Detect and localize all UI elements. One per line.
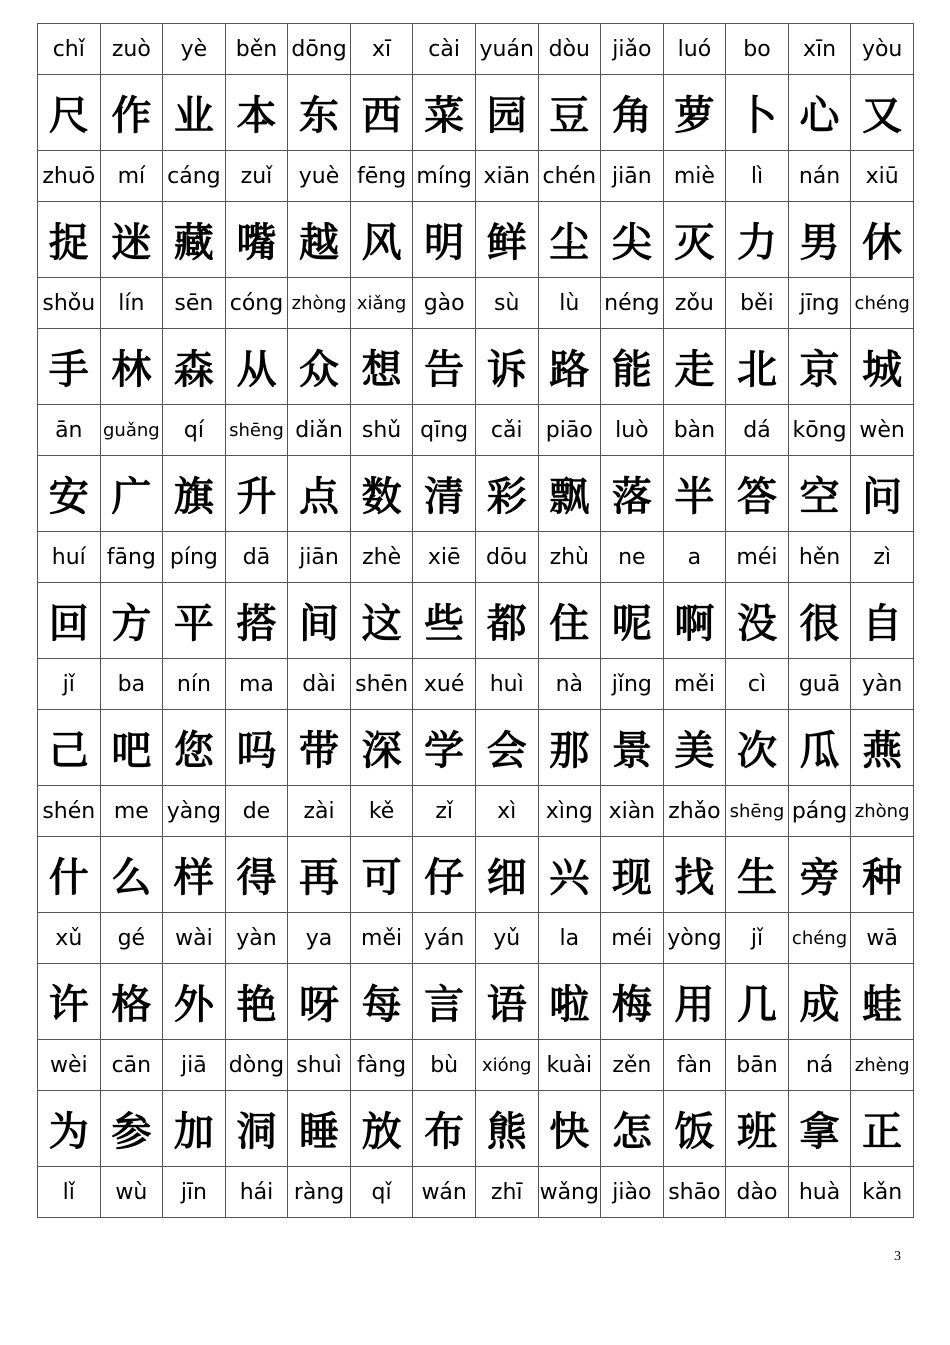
pinyin-row bbox=[38, 786, 914, 837]
pinyin-cell: zǐ bbox=[413, 786, 476, 837]
character-cell: 睡 bbox=[288, 1091, 351, 1167]
pinyin-cell: měi bbox=[663, 659, 726, 710]
character-cell: 搭 bbox=[225, 583, 288, 659]
pinyin-cell: de bbox=[225, 786, 288, 837]
character-cell: 加 bbox=[163, 1091, 226, 1167]
character-cell: 每 bbox=[350, 964, 413, 1040]
pinyin-cell: wèn bbox=[851, 405, 914, 456]
pinyin-cell: bù bbox=[413, 1040, 476, 1091]
pinyin-cell: xiǎng bbox=[350, 278, 413, 329]
pinyin-cell: dào bbox=[726, 1167, 789, 1218]
pinyin-cell: xiē bbox=[413, 532, 476, 583]
pinyin-cell: yè bbox=[163, 24, 226, 75]
pinyin-cell: zì bbox=[851, 532, 914, 583]
pinyin-cell: lù bbox=[538, 278, 601, 329]
character-cell: 找 bbox=[663, 837, 726, 913]
pinyin-cell: zhòng bbox=[288, 278, 351, 329]
pinyin-cell: shuì bbox=[288, 1040, 351, 1091]
character-row bbox=[38, 837, 914, 913]
pinyin-cell: mí bbox=[100, 151, 163, 202]
character-cell: 放 bbox=[350, 1091, 413, 1167]
character-cell: 学 bbox=[413, 710, 476, 786]
pinyin-cell: shén bbox=[38, 786, 101, 837]
pinyin-cell: dōu bbox=[475, 532, 538, 583]
character-cell: 风 bbox=[350, 202, 413, 278]
character-cell: 呀 bbox=[288, 964, 351, 1040]
character-row bbox=[38, 329, 914, 405]
pinyin-cell: zhè bbox=[350, 532, 413, 583]
character-cell: 带 bbox=[288, 710, 351, 786]
character-cell: 休 bbox=[851, 202, 914, 278]
character-cell: 些 bbox=[413, 583, 476, 659]
pinyin-row bbox=[38, 405, 914, 456]
pinyin-cell: xī bbox=[350, 24, 413, 75]
character-cell: 都 bbox=[475, 583, 538, 659]
character-cell: 答 bbox=[726, 456, 789, 532]
character-cell: 迷 bbox=[100, 202, 163, 278]
character-cell: 现 bbox=[601, 837, 664, 913]
character-row bbox=[38, 964, 914, 1040]
pinyin-cell: wā bbox=[851, 913, 914, 964]
pinyin-cell: gào bbox=[413, 278, 476, 329]
pinyin-cell: ne bbox=[601, 532, 664, 583]
character-row bbox=[38, 456, 914, 532]
character-cell: 班 bbox=[726, 1091, 789, 1167]
pinyin-cell: ràng bbox=[288, 1167, 351, 1218]
pinyin-cell: lín bbox=[100, 278, 163, 329]
pinyin-cell: fēng bbox=[350, 151, 413, 202]
character-row bbox=[38, 75, 914, 151]
pinyin-cell: yǔ bbox=[475, 913, 538, 964]
pinyin-cell: kōng bbox=[788, 405, 851, 456]
pinyin-cell: jǐ bbox=[38, 659, 101, 710]
character-cell: 样 bbox=[163, 837, 226, 913]
character-cell: 正 bbox=[851, 1091, 914, 1167]
pinyin-cell: fàn bbox=[663, 1040, 726, 1091]
character-cell: 种 bbox=[851, 837, 914, 913]
character-cell: 这 bbox=[350, 583, 413, 659]
character-cell: 景 bbox=[601, 710, 664, 786]
pinyin-cell: dài bbox=[288, 659, 351, 710]
character-cell: 彩 bbox=[475, 456, 538, 532]
character-row bbox=[38, 583, 914, 659]
pinyin-cell: fāng bbox=[100, 532, 163, 583]
pinyin-row bbox=[38, 913, 914, 964]
pinyin-cell: ān bbox=[38, 405, 101, 456]
pinyin-cell: cǎi bbox=[475, 405, 538, 456]
pinyin-cell: diǎn bbox=[288, 405, 351, 456]
pinyin-cell: néng bbox=[601, 278, 664, 329]
character-cell: 旁 bbox=[788, 837, 851, 913]
pinyin-cell: zhèng bbox=[851, 1040, 914, 1091]
pinyin-cell: xīn bbox=[788, 24, 851, 75]
character-cell: 卜 bbox=[726, 75, 789, 151]
pinyin-cell: ba bbox=[100, 659, 163, 710]
pinyin-cell: sēn bbox=[163, 278, 226, 329]
character-cell: 生 bbox=[726, 837, 789, 913]
character-cell: 众 bbox=[288, 329, 351, 405]
pinyin-cell: shēng bbox=[726, 786, 789, 837]
character-row bbox=[38, 202, 914, 278]
character-cell: 很 bbox=[788, 583, 851, 659]
pinyin-cell: xióng bbox=[475, 1040, 538, 1091]
character-cell: 诉 bbox=[475, 329, 538, 405]
pinyin-row bbox=[38, 1167, 914, 1218]
character-cell: 心 bbox=[788, 75, 851, 151]
pinyin-cell: wài bbox=[163, 913, 226, 964]
character-cell: 城 bbox=[851, 329, 914, 405]
character-cell: 菜 bbox=[413, 75, 476, 151]
pinyin-cell: nán bbox=[788, 151, 851, 202]
pinyin-cell: lǐ bbox=[38, 1167, 101, 1218]
character-cell: 吧 bbox=[100, 710, 163, 786]
character-cell: 啊 bbox=[663, 583, 726, 659]
character-cell: 洞 bbox=[225, 1091, 288, 1167]
character-cell: 艳 bbox=[225, 964, 288, 1040]
character-cell: 京 bbox=[788, 329, 851, 405]
pinyin-cell: nà bbox=[538, 659, 601, 710]
character-cell: 燕 bbox=[851, 710, 914, 786]
pinyin-cell: cì bbox=[726, 659, 789, 710]
character-cell: 豆 bbox=[538, 75, 601, 151]
character-cell: 业 bbox=[163, 75, 226, 151]
pinyin-cell: yàng bbox=[163, 786, 226, 837]
pinyin-cell: nín bbox=[163, 659, 226, 710]
pinyin-cell: zhī bbox=[475, 1167, 538, 1218]
pinyin-cell: dōng bbox=[288, 24, 351, 75]
character-cell: 广 bbox=[100, 456, 163, 532]
pinyin-cell: jiǎo bbox=[601, 24, 664, 75]
pinyin-cell: ya bbox=[288, 913, 351, 964]
character-cell: 兴 bbox=[538, 837, 601, 913]
character-cell: 清 bbox=[413, 456, 476, 532]
pinyin-cell: wán bbox=[413, 1167, 476, 1218]
pinyin-cell: sù bbox=[475, 278, 538, 329]
pinyin-cell: yòng bbox=[663, 913, 726, 964]
pinyin-cell: dòng bbox=[225, 1040, 288, 1091]
character-cell: 您 bbox=[163, 710, 226, 786]
pinyin-cell: xì bbox=[475, 786, 538, 837]
character-cell: 角 bbox=[601, 75, 664, 151]
pinyin-cell: luó bbox=[663, 24, 726, 75]
pinyin-cell: shāo bbox=[663, 1167, 726, 1218]
pinyin-cell: fàng bbox=[350, 1040, 413, 1091]
pinyin-cell: bàn bbox=[663, 405, 726, 456]
character-cell: 嘴 bbox=[225, 202, 288, 278]
character-cell: 空 bbox=[788, 456, 851, 532]
character-cell: 路 bbox=[538, 329, 601, 405]
character-cell: 会 bbox=[475, 710, 538, 786]
pinyin-cell: zhòng bbox=[851, 786, 914, 837]
character-cell: 灭 bbox=[663, 202, 726, 278]
character-cell: 梅 bbox=[601, 964, 664, 1040]
pinyin-cell: zhuō bbox=[38, 151, 101, 202]
pinyin-row bbox=[38, 24, 914, 75]
pinyin-cell: méi bbox=[601, 913, 664, 964]
pinyin-cell: chén bbox=[538, 151, 601, 202]
character-cell: 男 bbox=[788, 202, 851, 278]
character-cell: 那 bbox=[538, 710, 601, 786]
pinyin-cell: wǎng bbox=[538, 1167, 601, 1218]
pinyin-cell: jiān bbox=[601, 151, 664, 202]
pinyin-cell: kǎn bbox=[851, 1167, 914, 1218]
character-cell: 可 bbox=[350, 837, 413, 913]
character-cell: 住 bbox=[538, 583, 601, 659]
character-cell: 快 bbox=[538, 1091, 601, 1167]
character-cell: 问 bbox=[851, 456, 914, 532]
pinyin-cell: dá bbox=[726, 405, 789, 456]
character-cell: 么 bbox=[100, 837, 163, 913]
pinyin-cell: yuán bbox=[475, 24, 538, 75]
character-cell: 又 bbox=[851, 75, 914, 151]
pinyin-cell: bo bbox=[726, 24, 789, 75]
pinyin-cell: běn bbox=[225, 24, 288, 75]
character-cell: 北 bbox=[726, 329, 789, 405]
pinyin-cell: hěn bbox=[788, 532, 851, 583]
pinyin-cell: piāo bbox=[538, 405, 601, 456]
pinyin-row bbox=[38, 278, 914, 329]
pinyin-cell: qí bbox=[163, 405, 226, 456]
character-cell: 越 bbox=[288, 202, 351, 278]
pinyin-cell: qīng bbox=[413, 405, 476, 456]
character-cell: 拿 bbox=[788, 1091, 851, 1167]
pinyin-cell: gé bbox=[100, 913, 163, 964]
character-cell: 藏 bbox=[163, 202, 226, 278]
character-cell: 本 bbox=[225, 75, 288, 151]
pinyin-cell: ma bbox=[225, 659, 288, 710]
pinyin-cell: la bbox=[538, 913, 601, 964]
character-cell: 走 bbox=[663, 329, 726, 405]
pinyin-cell: jǐ bbox=[726, 913, 789, 964]
character-row bbox=[38, 710, 914, 786]
pinyin-cell: chéng bbox=[851, 278, 914, 329]
pinyin-cell: zǒu bbox=[663, 278, 726, 329]
character-cell: 外 bbox=[163, 964, 226, 1040]
character-cell: 点 bbox=[288, 456, 351, 532]
character-cell: 升 bbox=[225, 456, 288, 532]
character-cell: 再 bbox=[288, 837, 351, 913]
character-cell: 次 bbox=[726, 710, 789, 786]
character-row bbox=[38, 1091, 914, 1167]
pinyin-cell: yòu bbox=[851, 24, 914, 75]
pinyin-cell: huì bbox=[475, 659, 538, 710]
character-cell: 鲜 bbox=[475, 202, 538, 278]
character-cell: 半 bbox=[663, 456, 726, 532]
character-cell: 从 bbox=[225, 329, 288, 405]
pinyin-cell: cáng bbox=[163, 151, 226, 202]
character-cell: 许 bbox=[38, 964, 101, 1040]
character-cell: 安 bbox=[38, 456, 101, 532]
pinyin-cell: xiān bbox=[475, 151, 538, 202]
pinyin-cell: guā bbox=[788, 659, 851, 710]
character-cell: 参 bbox=[100, 1091, 163, 1167]
character-cell: 手 bbox=[38, 329, 101, 405]
pinyin-cell: jīn bbox=[163, 1167, 226, 1218]
character-cell: 尖 bbox=[601, 202, 664, 278]
pinyin-cell: xiū bbox=[851, 151, 914, 202]
pinyin-cell: jiā bbox=[163, 1040, 226, 1091]
pinyin-cell: zhù bbox=[538, 532, 601, 583]
pinyin-cell: zài bbox=[288, 786, 351, 837]
pinyin-cell: dòu bbox=[538, 24, 601, 75]
character-cell: 成 bbox=[788, 964, 851, 1040]
pinyin-cell: míng bbox=[413, 151, 476, 202]
character-cell: 旗 bbox=[163, 456, 226, 532]
character-cell: 力 bbox=[726, 202, 789, 278]
pinyin-cell: zěn bbox=[601, 1040, 664, 1091]
pinyin-cell: xiàn bbox=[601, 786, 664, 837]
pinyin-row bbox=[38, 151, 914, 202]
character-cell: 尘 bbox=[538, 202, 601, 278]
character-cell: 语 bbox=[475, 964, 538, 1040]
pinyin-cell: wèi bbox=[38, 1040, 101, 1091]
character-cell: 美 bbox=[663, 710, 726, 786]
pinyin-cell: xǔ bbox=[38, 913, 101, 964]
pinyin-cell: miè bbox=[663, 151, 726, 202]
character-cell: 为 bbox=[38, 1091, 101, 1167]
character-cell: 回 bbox=[38, 583, 101, 659]
pinyin-character-table bbox=[37, 23, 914, 1218]
pinyin-cell: jiān bbox=[288, 532, 351, 583]
pinyin-cell: yàn bbox=[225, 913, 288, 964]
pinyin-cell: shēng bbox=[225, 405, 288, 456]
pinyin-cell: méi bbox=[726, 532, 789, 583]
pinyin-cell: yàn bbox=[851, 659, 914, 710]
pinyin-cell: jǐng bbox=[601, 659, 664, 710]
character-cell: 蛙 bbox=[851, 964, 914, 1040]
character-cell: 明 bbox=[413, 202, 476, 278]
character-cell: 细 bbox=[475, 837, 538, 913]
character-cell: 得 bbox=[225, 837, 288, 913]
pinyin-cell: zuǐ bbox=[225, 151, 288, 202]
character-cell: 怎 bbox=[601, 1091, 664, 1167]
character-cell: 飘 bbox=[538, 456, 601, 532]
character-cell: 尺 bbox=[38, 75, 101, 151]
character-cell: 瓜 bbox=[788, 710, 851, 786]
pinyin-row bbox=[38, 532, 914, 583]
character-cell: 作 bbox=[100, 75, 163, 151]
character-cell: 啦 bbox=[538, 964, 601, 1040]
page-number: 3 bbox=[894, 1249, 901, 1264]
pinyin-cell: dā bbox=[225, 532, 288, 583]
pinyin-cell: hái bbox=[225, 1167, 288, 1218]
character-cell: 东 bbox=[288, 75, 351, 151]
pinyin-cell: zhǎo bbox=[663, 786, 726, 837]
character-cell: 捉 bbox=[38, 202, 101, 278]
character-cell: 林 bbox=[100, 329, 163, 405]
pinyin-cell: cài bbox=[413, 24, 476, 75]
character-cell: 平 bbox=[163, 583, 226, 659]
character-cell: 什 bbox=[38, 837, 101, 913]
pinyin-cell: me bbox=[100, 786, 163, 837]
character-cell: 西 bbox=[350, 75, 413, 151]
pinyin-cell: kě bbox=[350, 786, 413, 837]
pinyin-cell: jiào bbox=[601, 1167, 664, 1218]
pinyin-cell: a bbox=[663, 532, 726, 583]
character-cell: 数 bbox=[350, 456, 413, 532]
character-cell: 能 bbox=[601, 329, 664, 405]
pinyin-cell: qǐ bbox=[350, 1167, 413, 1218]
pinyin-cell: wù bbox=[100, 1167, 163, 1218]
character-cell: 呢 bbox=[601, 583, 664, 659]
pinyin-cell: shēn bbox=[350, 659, 413, 710]
pinyin-cell: chéng bbox=[788, 913, 851, 964]
character-cell: 己 bbox=[38, 710, 101, 786]
character-cell: 言 bbox=[413, 964, 476, 1040]
pinyin-cell: huà bbox=[788, 1167, 851, 1218]
character-cell: 方 bbox=[100, 583, 163, 659]
pinyin-cell: ná bbox=[788, 1040, 851, 1091]
pinyin-cell: shǔ bbox=[350, 405, 413, 456]
pinyin-cell: guǎng bbox=[100, 405, 163, 456]
pinyin-cell: xìng bbox=[538, 786, 601, 837]
pinyin-cell: yuè bbox=[288, 151, 351, 202]
pinyin-cell: píng bbox=[163, 532, 226, 583]
pinyin-cell: kuài bbox=[538, 1040, 601, 1091]
pinyin-cell: yán bbox=[413, 913, 476, 964]
pinyin-cell: xué bbox=[413, 659, 476, 710]
pinyin-cell: bān bbox=[726, 1040, 789, 1091]
character-cell: 布 bbox=[413, 1091, 476, 1167]
character-cell: 园 bbox=[475, 75, 538, 151]
pinyin-cell: běi bbox=[726, 278, 789, 329]
character-cell: 用 bbox=[663, 964, 726, 1040]
character-cell: 深 bbox=[350, 710, 413, 786]
pinyin-cell: cóng bbox=[225, 278, 288, 329]
pinyin-row bbox=[38, 659, 914, 710]
character-cell: 想 bbox=[350, 329, 413, 405]
pinyin-cell: zuò bbox=[100, 24, 163, 75]
pinyin-cell: shǒu bbox=[38, 278, 101, 329]
character-cell: 没 bbox=[726, 583, 789, 659]
character-cell: 熊 bbox=[475, 1091, 538, 1167]
character-cell: 告 bbox=[413, 329, 476, 405]
character-cell: 落 bbox=[601, 456, 664, 532]
pinyin-cell: lì bbox=[726, 151, 789, 202]
character-cell: 仔 bbox=[413, 837, 476, 913]
pinyin-cell: huí bbox=[38, 532, 101, 583]
pinyin-cell: jīng bbox=[788, 278, 851, 329]
character-cell: 森 bbox=[163, 329, 226, 405]
character-cell: 几 bbox=[726, 964, 789, 1040]
character-cell: 格 bbox=[100, 964, 163, 1040]
character-cell: 间 bbox=[288, 583, 351, 659]
pinyin-row bbox=[38, 1040, 914, 1091]
character-cell: 饭 bbox=[663, 1091, 726, 1167]
pinyin-cell: cān bbox=[100, 1040, 163, 1091]
pinyin-cell: měi bbox=[350, 913, 413, 964]
character-cell: 萝 bbox=[663, 75, 726, 151]
pinyin-cell: páng bbox=[788, 786, 851, 837]
pinyin-cell: chǐ bbox=[38, 24, 101, 75]
pinyin-cell: luò bbox=[601, 405, 664, 456]
character-cell: 吗 bbox=[225, 710, 288, 786]
character-cell: 自 bbox=[851, 583, 914, 659]
